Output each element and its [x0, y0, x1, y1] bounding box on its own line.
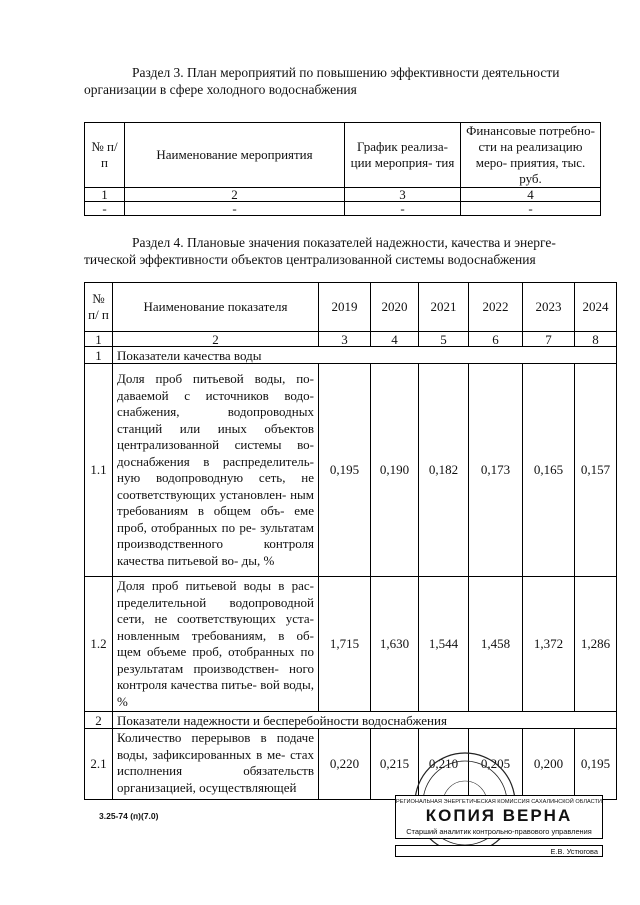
indicators-table [84, 282, 617, 800]
col-number: 1 [85, 188, 125, 202]
col-number: 8 [575, 332, 617, 347]
value-cell: 0,165 [523, 364, 575, 577]
row-num: 1.2 [85, 577, 113, 712]
col-number: 4 [461, 188, 601, 202]
stamp-position: Старший аналитик контрольно-правового управления [395, 825, 603, 839]
col-number: 2 [113, 332, 319, 347]
value-cell: 1,286 [575, 577, 617, 712]
table-header-row [85, 123, 601, 188]
value-cell: 0,220 [319, 729, 371, 800]
section-4-heading: Раздел 4. Плановые значения показателей надежности, качества и энерге- тической эффективности объектов централизованной системы водоснабжения [84, 235, 556, 267]
group-num: 1 [85, 347, 113, 364]
value-cell: 0,205 [469, 729, 523, 800]
table-row [85, 364, 617, 577]
value-cell: 1,372 [523, 577, 575, 712]
group-row-reliability [85, 712, 617, 729]
indicator-name: Доля проб питьевой воды, по- даваемой с источников водо- снабжения, водопроводных станций или иных объектов централизованной системы во- доснабжения в распределитель- ную водопроводную сеть, не соответствующих установлен- ным требованиям в общем объ- еме проб, отобранных по ре- зультатам производственного контроля качества питьевой во- ды, % [113, 364, 319, 577]
value-cell: 0,182 [419, 364, 469, 577]
group-title: Показатели качества воды [113, 347, 617, 364]
col-header-year: 2022 [469, 283, 523, 332]
table-row [85, 577, 617, 712]
value-cell: 1,715 [319, 577, 371, 712]
col-header-financial-needs: Финансовые потребно- сти на реализацию меро- приятия, тыс. руб. [461, 123, 601, 188]
col-header-year: 2021 [419, 283, 469, 332]
certified-copy-stamp [393, 747, 603, 859]
col-header-year: 2024 [575, 283, 617, 332]
table-cell: - [345, 202, 461, 216]
value-cell: 1,630 [371, 577, 419, 712]
table-cell: - [461, 202, 601, 216]
col-number: 2 [125, 188, 345, 202]
value-cell: 0,195 [575, 729, 617, 800]
measures-plan-table [84, 122, 601, 216]
col-header-year: 2023 [523, 283, 575, 332]
indicator-name: Доля проб питьевой воды в рас- пределительной водопроводной сети, не соответствующих уста- новленным требованиям, в об- щем объеме проб, отобранных по результатам производствен- ного контроля качества питье- вой воды, % [113, 577, 319, 712]
col-header-indicator-name: Наименование показателя [113, 283, 319, 332]
col-header-year: 2019 [319, 283, 371, 332]
col-number: 3 [319, 332, 371, 347]
col-number: 5 [419, 332, 469, 347]
stamp-title: КОПИЯ ВЕРНА [395, 807, 603, 826]
value-cell: 0,215 [371, 729, 419, 800]
stamp-authority: РЕГИОНАЛЬНАЯ ЭНЕРГЕТИЧЕСКАЯ КОМИССИЯ САХАЛИНСКОЙ ОБЛАСТИ [395, 795, 603, 809]
indicator-name: Количество перерывов в подаче воды, зафиксированных в ме- стах исполнения обязательств организацией, осуществляющей [113, 729, 319, 800]
col-number: 7 [523, 332, 575, 347]
col-number: 3 [345, 188, 461, 202]
value-cell: 1,544 [419, 577, 469, 712]
document-code: 3.25-74 (п)(7.0) [99, 811, 159, 821]
col-header-measure-name: Наименование мероприятия [125, 123, 345, 188]
col-header-schedule: График реализа- ции мероприя- тия [345, 123, 461, 188]
col-number: 4 [371, 332, 419, 347]
section-3-heading: Раздел 3. План мероприятий по повышению эффективности деятельности организации в сфере холодного водоснабжения [84, 65, 560, 97]
table-cell: - [125, 202, 345, 216]
group-row-water-quality [85, 347, 617, 364]
col-number: 1 [85, 332, 113, 347]
table-cell: - [85, 202, 125, 216]
col-header-year: 2020 [371, 283, 419, 332]
value-cell: 1,458 [469, 577, 523, 712]
stamp-signer-name: Е.В. Устюгова [395, 845, 603, 857]
value-cell: 0,210 [419, 729, 469, 800]
group-title: Показатели надежности и бесперебойности водоснабжения [113, 712, 617, 729]
column-number-row [85, 332, 617, 347]
value-cell: 0,157 [575, 364, 617, 577]
col-header-num: № п/п [85, 123, 125, 188]
col-number: 6 [469, 332, 523, 347]
value-cell: 0,195 [319, 364, 371, 577]
row-num: 1.1 [85, 364, 113, 577]
table-row [85, 202, 601, 216]
value-cell: 0,190 [371, 364, 419, 577]
column-number-row [85, 188, 601, 202]
col-header-num: № п/ п [85, 283, 113, 332]
group-num: 2 [85, 712, 113, 729]
value-cell: 0,173 [469, 364, 523, 577]
table-header-row [85, 283, 617, 332]
value-cell: 0,200 [523, 729, 575, 800]
row-num: 2.1 [85, 729, 113, 800]
